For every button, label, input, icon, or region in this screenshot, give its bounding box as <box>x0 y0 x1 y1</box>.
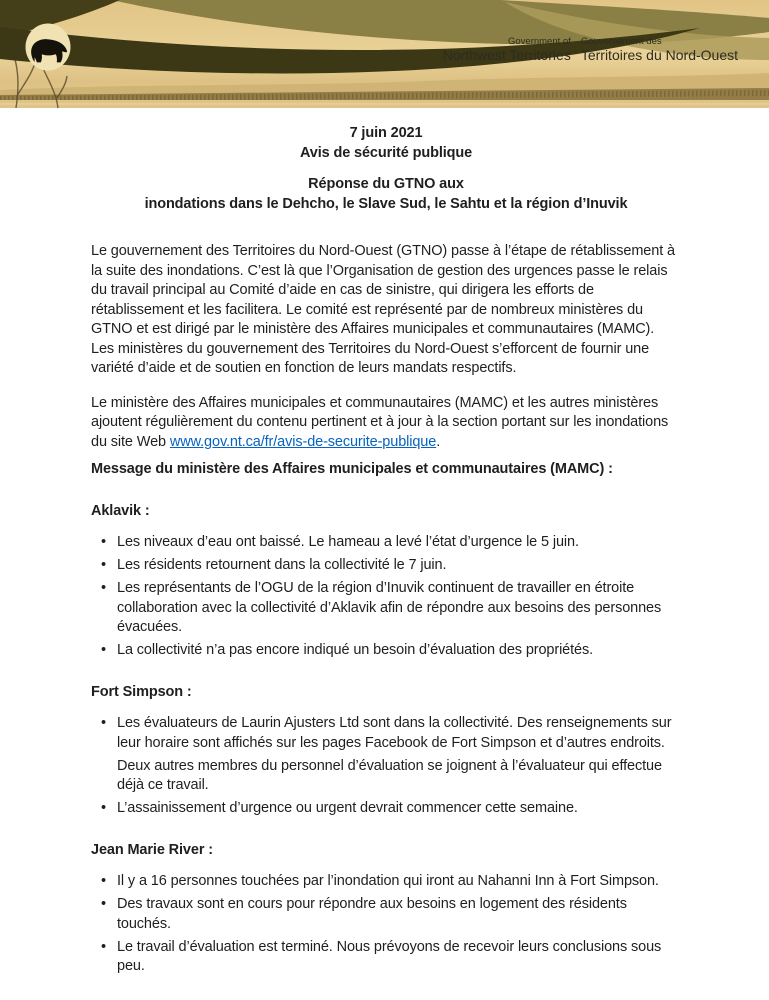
wordmark-french <box>581 37 738 63</box>
bullet-list <box>91 533 681 661</box>
wordmark-fr-large: Territoires du Nord-Ouest <box>580 46 738 63</box>
polar-bear-logo-icon <box>26 24 71 71</box>
paragraph-website-text: Le ministère des Affaires municipales et communautaires (MAMC) et les autres ministères ajoutent régulièrement du contenu pertinent et à jour à la section portant sur les inondations du site Web <box>91 394 669 450</box>
government-wordmark <box>443 37 738 63</box>
header-banner <box>0 0 769 108</box>
public-safety-link[interactable]: www.gov.nt.ca/fr/avis-de-securite-publique <box>169 433 437 450</box>
list-item: • Les niveaux d’eau ont baissé. Le hameau a levé l’état d’urgence le 5 juin. <box>117 533 681 553</box>
doc-date: 7 juin 2021 <box>349 125 423 141</box>
wordmark-en-large: Northwest Territories <box>442 46 571 63</box>
list-item: • Les résidents retournent dans la collectivité le 7 juin. <box>117 556 681 576</box>
bullet-list <box>91 714 681 819</box>
doc-title-line1: Réponse du GTNO aux <box>308 176 464 192</box>
wordmark-english <box>443 37 571 63</box>
message-heading: Message du ministère des Affaires municipales et communautaires (MAMC) : <box>91 461 613 477</box>
paragraph-website <box>91 394 681 453</box>
paragraph-recovery-overview: Le gouvernement des Territoires du Nord-Ouest (GTNO) passe à l’étape de rétablissement à la suite des inondations. C’est là que l’Organisation de gestion des urgences passe le relais du travail principal au Comité d’aide en cas de sinistre, qui dirigera les efforts de rétablissement et les facilitera. Le comité est représenté par de nombreux ministères du GTNO et est dirigé par le ministère des Affaires municipales et communautaires (MAMC). Les ministères du gouvernement des Territoires du Nord-Ouest s’efforcent de fournir une variété d’aide et de soutien en fonction de leurs mandats respectifs. <box>91 243 675 376</box>
doc-notice-type: Avis de sécurité publique <box>299 144 473 161</box>
list-item: • La collectivité n’a pas encore indiqué un besoin d’évaluation des propriétés. <box>117 641 681 661</box>
paragraph-website-period: . <box>436 433 441 450</box>
bullet-list <box>91 872 681 977</box>
sections-container <box>91 502 681 977</box>
list-item: • Il y a 16 personnes touchées par l’inondation qui iront au Nahanni Inn à Fort Simpson. <box>117 872 681 892</box>
document-content <box>0 108 769 977</box>
list-item: • Les représentants de l’OGU de la région d’Inuvik continuent de travailler en étroite collaboration avec la collectivité d’Aklavik afin de répondre aux besoins des personnes évacuées. <box>117 579 681 638</box>
list-item: • Les évaluateurs de Laurin Ajusters Ltd sont dans la collectivité. Des renseignements sur leur horaire sont affichés sur les pages Facebook de Fort Simpson et d’autres endroits. <box>117 714 681 753</box>
list-item: • Des travaux sont en cours pour répondre aux besoins en logement des résidents touchés. <box>117 895 681 934</box>
doc-title-line2: inondations dans le Dehcho, le Slave Sud, le Sahtu et la région d’Inuvik <box>144 195 628 212</box>
wordmark-fr-small: Gouvernement des <box>580 36 662 47</box>
doc-title <box>91 175 681 214</box>
wordmark-en-small: Government of <box>507 36 571 47</box>
list-item: • Le travail d’évaluation est terminé. Nous prévoyons de recevoir leurs conclusions sous peu. <box>117 938 681 977</box>
section-heading: Jean Marie River : <box>91 841 213 858</box>
section-heading: Fort Simpson : <box>91 683 192 700</box>
list-item: • L’assainissement d’urgence ou urgent devrait commencer cette semaine. <box>117 799 681 819</box>
list-item: Deux autres membres du personnel d’évaluation se joignent à l’évaluateur qui effectue déjà ce travail. <box>117 757 662 793</box>
section-heading: Aklavik : <box>91 502 150 519</box>
